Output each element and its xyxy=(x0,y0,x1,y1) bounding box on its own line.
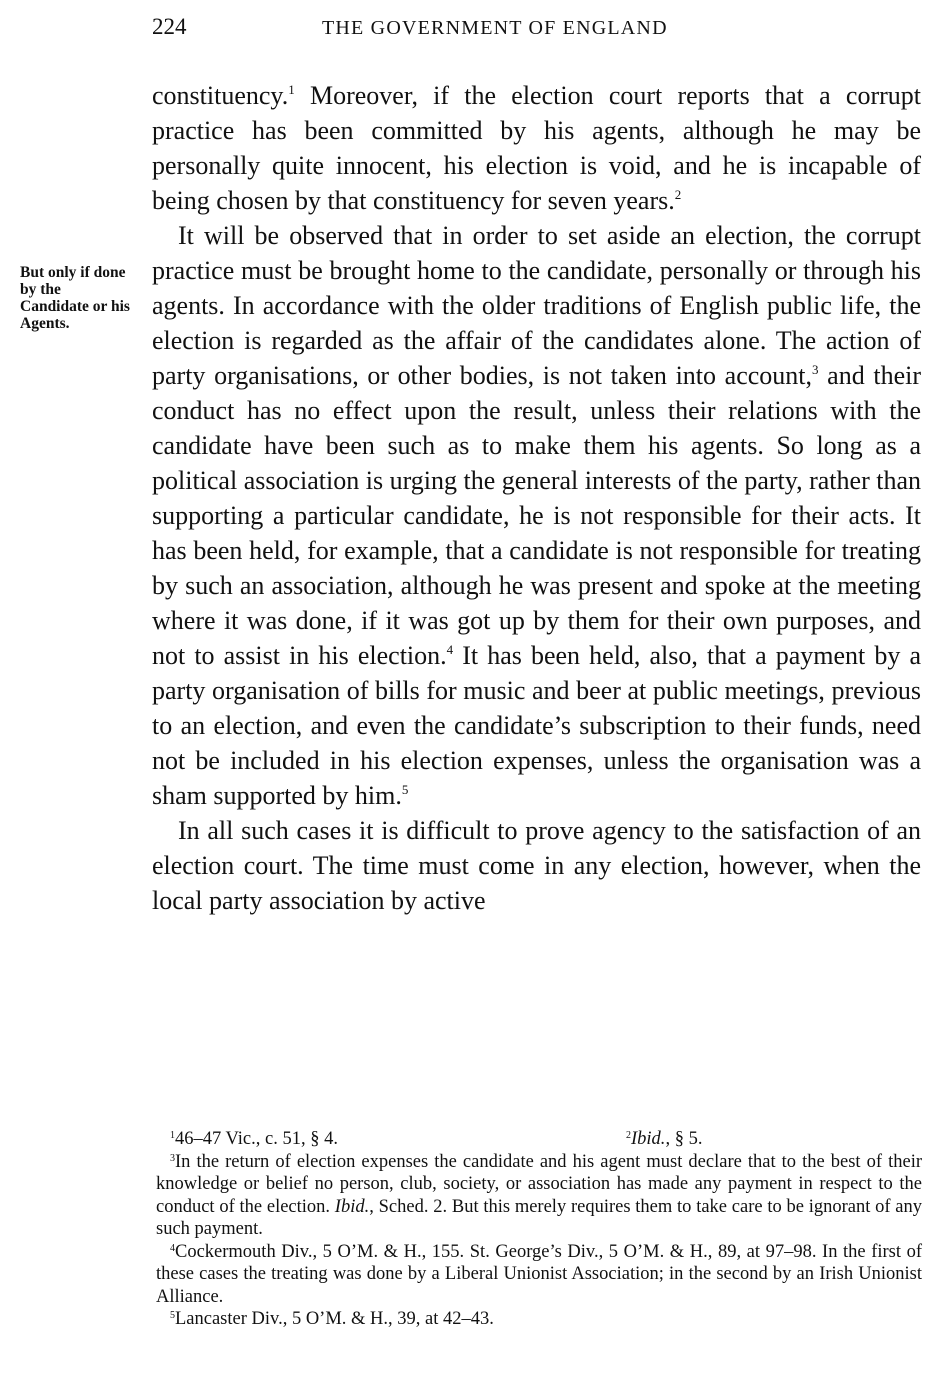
footnote-ref: 2 xyxy=(674,187,682,202)
footnote-row xyxy=(156,1128,922,1151)
text-run: It will be observed that in order to set aside an election, the corrupt practice must be brought home to the candidate, personally or through his agents. In accordance with the older traditions of English public life, the election is regarded as the affair of the candidates alone. The action of party organisations, or other bodies, is not taken into account, xyxy=(152,221,921,390)
text-run: Cockermouth Div., 5 O’M. & H., 155. St. George’s Div., 5 O’M. & H., 89, at 97–98. In the first of these cases the treating was done by a Liberal Unionist Association; in the second by an Irish Unionist Alliance. xyxy=(156,1241,922,1307)
margin-note: But only if done by the Candidate or his Agents. xyxy=(20,264,130,332)
footnote-ref: 5 xyxy=(401,782,409,797)
footnote-number: 4 xyxy=(170,1242,175,1254)
paragraph xyxy=(152,218,921,813)
text-run: 46–47 Vic., c. 51, § 4. xyxy=(175,1129,338,1149)
footnote-ref: 3 xyxy=(812,362,819,377)
footnote-number: 5 xyxy=(170,1310,175,1321)
footnote-number: 3 xyxy=(170,1152,175,1164)
text-run: In the return of election expenses the candidate and his agent must declare that to the best of their knowledge or belief no person, club, society, or association has made any payment in respect to the conduct of the election. xyxy=(156,1151,922,1217)
italic-text: Ibid. xyxy=(631,1129,666,1149)
footnote xyxy=(156,1151,922,1241)
footnote-ref: 4 xyxy=(446,642,454,657)
body-text xyxy=(152,78,921,918)
footnote-number: 2 xyxy=(626,1130,631,1141)
footnote xyxy=(612,1128,702,1151)
text-run: In all such cases it is difficult to prove agency to the satisfaction of an election court. The time must come in any election, however, when the local party association by active xyxy=(152,816,921,915)
footnote xyxy=(156,1308,922,1331)
footnote-ref: 1 xyxy=(288,82,295,97)
paragraph xyxy=(152,78,921,218)
footnote xyxy=(156,1241,922,1309)
running-title: THE GOVERNMENT OF ENGLAND xyxy=(322,17,668,39)
text-run: Moreover, if the election court reports that a corrupt practice has been committed by his agents, although he may be personally quite innocent, his election is void, and he is incapable of being chosen by that constituency for seven years. xyxy=(152,81,921,215)
text-run: It has been held, also, that a payment by a party organisation of bills for music and beer at public meetings, previous to an election, and even the candidate’s subscription to their funds, need not be included in his election expenses, unless the organisation was a sham supported by him. xyxy=(152,641,921,810)
page-number: 224 xyxy=(152,14,187,39)
text-run: constituency. xyxy=(152,81,289,110)
text-run: Lancaster Div., 5 O’M. & H., 39, at 42–43. xyxy=(175,1309,494,1329)
text-run: , § 5. xyxy=(665,1129,703,1149)
footnote xyxy=(156,1128,612,1151)
text-run: and their conduct has no effect upon the result, unless their relations with the candidate have been such as to make them his agents. So long as a political association is urging the general interests of the party, rather than supporting a particular candidate, he is not responsible for their acts. It has been held, for example, that a candidate is not responsible for treating by such an association, although he was present and spoke at the meeting where it was done, if it was got up by them for their own purposes, and not to assist in his election. xyxy=(152,361,921,670)
italic-text: Ibid. xyxy=(334,1196,370,1217)
page-header xyxy=(0,14,948,50)
paragraph xyxy=(152,813,921,918)
footnotes xyxy=(156,1128,922,1331)
text-run: , Sched. 2. But this merely requires them to take care to be ignorant of any such payment. xyxy=(156,1196,922,1239)
footnote-number: 1 xyxy=(170,1130,175,1141)
